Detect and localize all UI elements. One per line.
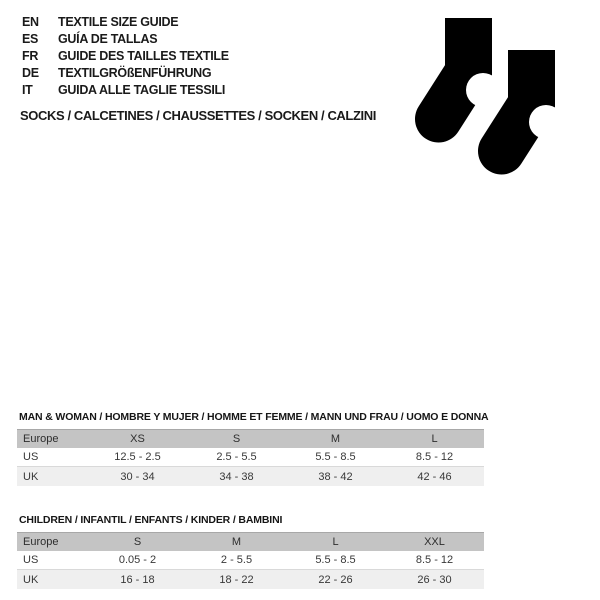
size-cell: 12.5 - 2.5: [114, 451, 161, 463]
language-label: GUIDE DES TAILLES TEXTILE: [58, 49, 229, 63]
category-line: SOCKS / CALCETINES / CHAUSSETTES / SOCKEN / CALZINI: [20, 108, 376, 123]
size-cell: 18 - 22: [219, 573, 254, 586]
size-table-man-woman: [17, 411, 489, 486]
column-header-region: Europe: [23, 536, 59, 548]
language-row: [22, 14, 229, 31]
language-code: ES: [22, 32, 39, 46]
column-header-region: Europe: [23, 433, 59, 445]
socks-icon: [405, 8, 560, 183]
region-cell: UK: [23, 573, 39, 586]
size-cell: 2 - 5.5: [220, 554, 253, 566]
table-title: MAN & WOMAN / HOMBRE Y MUJER / HOMME ET FEMME / MANN UND FRAU / UOMO E DONNA: [19, 411, 489, 423]
column-header-size: M: [330, 433, 341, 445]
sock-back: [439, 18, 501, 119]
language-list: [22, 14, 229, 99]
size-table-children: [17, 514, 484, 589]
column-header-size: XS: [130, 433, 145, 445]
table-row-us: [17, 551, 484, 570]
size-cell: 30 - 34: [120, 470, 155, 483]
language-code: IT: [22, 83, 33, 97]
size-cell: 8.5 - 12: [415, 554, 454, 566]
column-header-size: S: [232, 433, 241, 445]
size-cell: 26 - 30: [417, 573, 452, 586]
column-header-size: L: [332, 536, 339, 548]
language-label: GUÍA DE TALLAS: [58, 32, 158, 46]
language-row: [22, 31, 229, 48]
language-label: TEXTILGRÖßENFÜHRUNG: [58, 66, 212, 80]
size-cell: 5.5 - 8.5: [315, 554, 356, 566]
language-code: DE: [22, 66, 39, 80]
table-title: CHILDREN / INFANTIL / ENFANTS / KINDER / BAMBINI: [19, 514, 283, 526]
table-header-row: [17, 429, 484, 448]
table-row-us: [17, 448, 484, 467]
size-cell: 22 - 26: [318, 573, 353, 586]
size-cell: 2.5 - 5.5: [216, 451, 257, 463]
sock-front: [502, 50, 561, 151]
size-cell: 5.5 - 8.5: [315, 451, 356, 463]
size-cell: 42 - 46: [417, 470, 452, 483]
region-cell: US: [23, 451, 39, 463]
size-cell: 16 - 18: [120, 573, 155, 586]
language-code: FR: [22, 49, 39, 63]
table-row-uk: [17, 570, 484, 589]
size-cell: 0.05 - 2: [118, 554, 157, 566]
language-label: GUIDA ALLE TAGLIE TESSILI: [58, 83, 226, 97]
table-row-uk: [17, 467, 484, 486]
language-row: [22, 65, 229, 82]
region-cell: UK: [23, 470, 39, 483]
size-cell: 34 - 38: [219, 470, 254, 483]
column-header-size: XXL: [424, 536, 445, 548]
size-cell: 38 - 42: [318, 470, 353, 483]
column-header-size: L: [431, 433, 438, 445]
language-label: TEXTILE SIZE GUIDE: [58, 15, 179, 29]
region-cell: US: [23, 554, 39, 566]
language-code: EN: [22, 15, 39, 29]
column-header-size: S: [133, 536, 142, 548]
language-row: [22, 82, 229, 99]
language-row: [22, 48, 229, 65]
column-header-size: M: [231, 536, 242, 548]
table-header-row: [17, 532, 484, 551]
size-cell: 8.5 - 12: [415, 451, 454, 463]
